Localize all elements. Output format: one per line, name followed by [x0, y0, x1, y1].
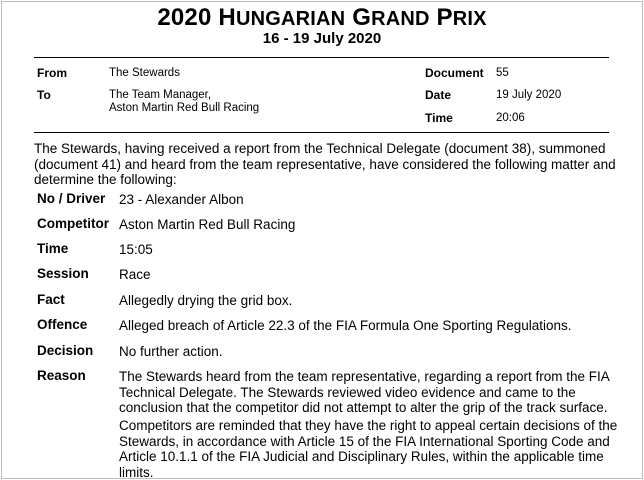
to-label: To — [37, 88, 51, 102]
reason-line: Stewards, in accordance with Article 15 of the FIA International Sporting Code and — [119, 434, 619, 450]
time-value: 20:06 — [496, 112, 525, 125]
document-value: 55 — [496, 67, 509, 80]
time-row-label: Time — [37, 241, 68, 257]
offence-label: Offence — [37, 317, 87, 333]
session-label: Session — [37, 266, 89, 282]
intro-line: The Stewards, having received a report from the Technical Delegate (document 38), summoned — [34, 141, 634, 157]
offence-value: Alleged breach of Article 22.3 of the FIA Formula One Sporting Regulations. — [119, 318, 619, 334]
intro-line: determine the following: — [34, 172, 634, 188]
header-top-rule — [34, 57, 609, 58]
reason-paragraph-2 — [119, 418, 619, 480]
decision-value: No further action. — [119, 344, 619, 360]
document-title: 2020 HUNGARIAN GRAND PRIX — [0, 4, 644, 33]
document-label: Document — [425, 66, 484, 80]
date-value: 19 July 2020 — [496, 89, 561, 102]
session-value: Race — [119, 267, 619, 283]
header-bottom-rule — [34, 132, 609, 133]
driver-value: 23 - Alexander Albon — [119, 192, 619, 208]
reason-paragraph-1 — [119, 369, 619, 416]
competitor-value: Aston Martin Red Bull Racing — [119, 217, 619, 233]
to-value-line-1: The Team Manager, — [109, 89, 211, 102]
date-label: Date — [425, 88, 451, 102]
decision-label: Decision — [37, 343, 93, 359]
fact-label: Fact — [37, 292, 65, 308]
intro-line: (document 41) and heard from the team representative, have considered the following matter and — [34, 157, 634, 173]
intro-paragraph — [34, 141, 634, 188]
reason-line: conclusion that the competitor did not attempt to alter the grip of the track surface. — [119, 400, 619, 416]
reason-line: The Stewards heard from the team representative, regarding a report from the FIA — [119, 369, 619, 385]
reason-label: Reason — [37, 368, 86, 384]
reason-line: Competitors are reminded that they have the right to appeal certain decisions of the — [119, 418, 619, 434]
reason-line: Article 10.1.1 of the FIA Judicial and Disciplinary Rules, within the applicable time — [119, 449, 619, 465]
from-value: The Stewards — [109, 67, 180, 80]
reason-line: Technical Delegate. The Stewards reviewed video evidence and came to the — [119, 385, 619, 401]
from-label: From — [37, 66, 67, 80]
to-value-line-2: Aston Martin Red Bull Racing — [109, 102, 259, 115]
event-dates: 16 - 19 July 2020 — [0, 30, 644, 48]
time-row-value: 15:05 — [119, 242, 619, 258]
driver-label: No / Driver — [37, 191, 105, 207]
time-label: Time — [425, 111, 453, 125]
reason-line: limits. — [119, 465, 619, 480]
fact-value: Allegedly drying the grid box. — [119, 293, 619, 309]
competitor-label: Competitor — [37, 216, 109, 232]
